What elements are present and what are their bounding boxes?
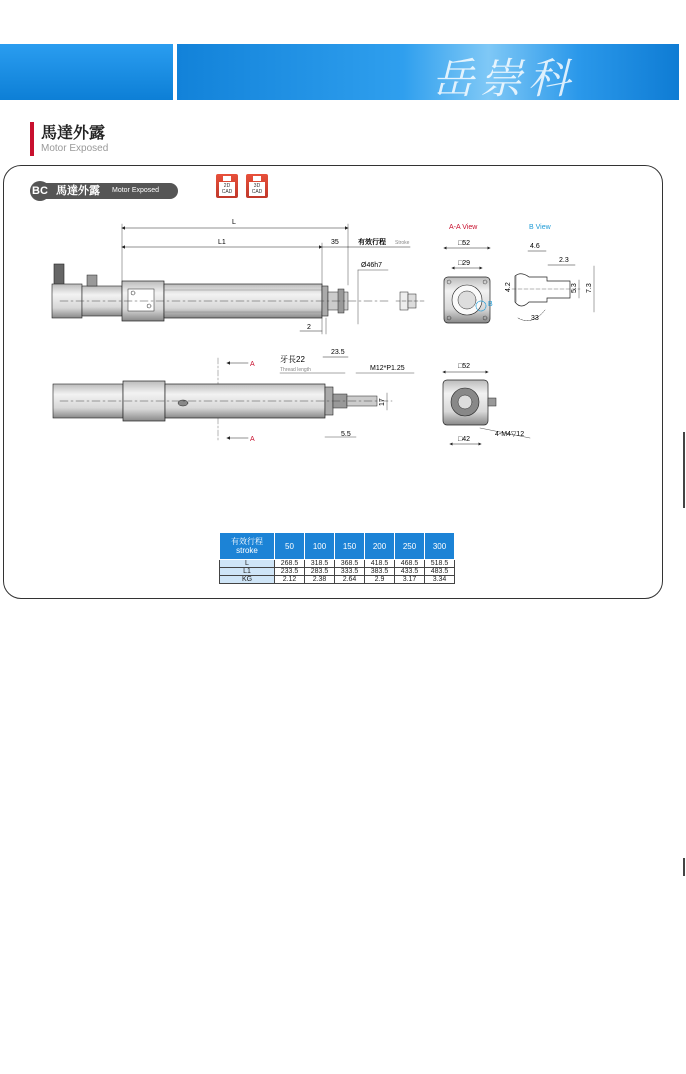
b-dim-5-3: 5.3 <box>571 283 578 293</box>
b-view <box>505 224 594 322</box>
end-sq42-label: □42 <box>458 436 471 443</box>
table-cell: 383.5 <box>365 568 395 576</box>
top-view <box>52 219 424 334</box>
cad-icon-line1: 2D <box>223 183 231 189</box>
table-cell: 283.5 <box>305 568 335 576</box>
cad-icon-tab <box>253 176 261 181</box>
table-cell: 3.17 <box>395 576 425 584</box>
thread-spec-label: M12*P1.25 <box>370 365 405 372</box>
table-cell: 433.5 <box>395 568 425 576</box>
shaft-diameter-label: Ø46h7 <box>361 262 383 269</box>
table-cell: 483.5 <box>425 568 455 576</box>
end-view <box>443 363 530 444</box>
table-row <box>220 568 455 576</box>
stroke-header-zh: 有效行程 <box>231 537 263 546</box>
section-title-accent-bar <box>30 122 34 156</box>
row-label: KG <box>220 576 275 584</box>
brand-logo: 岳崇科 <box>432 54 577 103</box>
stroke-col-header: 200 <box>365 533 395 560</box>
dim-5-5: 5.5 <box>341 431 351 438</box>
dim-L1-label: L1 <box>218 239 226 246</box>
table-cell: 268.5 <box>275 560 305 568</box>
table-cell: 518.5 <box>425 560 455 568</box>
page-edge-mark <box>683 432 685 508</box>
stroke-label: 有效行程 <box>358 239 386 246</box>
spec-table <box>219 532 455 584</box>
table-cell: 2.9 <box>365 576 395 584</box>
row-label: L <box>220 560 275 568</box>
thread-length-label-en: Thread length <box>280 367 311 373</box>
table-cell: 2.12 <box>275 576 305 584</box>
aa-b-marker: B <box>488 301 493 308</box>
side-view <box>53 349 414 443</box>
end-sq52-label: □52 <box>458 363 471 370</box>
stroke-label-en: Stroke <box>395 240 410 246</box>
b-dim-4-2: 4.2 <box>505 282 512 292</box>
spec-table-header-row <box>220 533 455 560</box>
aa-sq29-label: □29 <box>458 260 471 267</box>
end-holes-label: 4-M4▽12 <box>495 431 525 438</box>
row-label: L1 <box>220 568 275 576</box>
section-a-top: A <box>250 361 255 368</box>
spec-table-header-label <box>220 533 275 560</box>
table-cell: 233.5 <box>275 568 305 576</box>
cad-icon-label <box>249 182 265 196</box>
section-subtitle: Motor Exposed <box>41 143 109 154</box>
b-dim-2-3: 2.3 <box>559 257 569 264</box>
section-title: 馬達外露 <box>41 125 106 142</box>
thread-length-label: 牙長22 <box>280 355 305 364</box>
dim-L-label: L <box>232 219 236 226</box>
section-a-bottom: A <box>250 436 255 443</box>
stroke-col-header: 50 <box>275 533 305 560</box>
3d-cad-icon[interactable] <box>246 174 268 198</box>
aa-sq52-label: □52 <box>458 240 471 247</box>
cad-icon-line2: CAD <box>251 189 263 195</box>
table-row <box>220 560 455 568</box>
dim-17: 17 <box>379 398 386 406</box>
cad-icon-line1: 3D <box>253 183 261 189</box>
stroke-col-header: 100 <box>305 533 335 560</box>
stroke-col-header: 300 <box>425 533 455 560</box>
cad-icon-line2: CAD <box>221 189 233 195</box>
2d-cad-icon[interactable] <box>216 174 238 198</box>
table-cell: 318.5 <box>305 560 335 568</box>
variant-tag <box>30 181 180 199</box>
technical-drawing <box>0 200 686 460</box>
stroke-col-header: 150 <box>335 533 365 560</box>
variant-name-en: Motor Exposed <box>112 187 160 194</box>
dim-2-label: 2 <box>307 324 311 331</box>
aa-view-title: A-A View <box>449 224 478 231</box>
b-view-title: B View <box>529 224 551 231</box>
page-edge-mark <box>683 858 685 876</box>
cad-icon-tab <box>223 176 231 181</box>
table-cell: 333.5 <box>335 568 365 576</box>
table-row <box>220 576 455 584</box>
table-cell: 368.5 <box>335 560 365 568</box>
table-cell: 2.64 <box>335 576 365 584</box>
stroke-col-header: 250 <box>395 533 425 560</box>
dim-23-5: 23.5 <box>331 349 345 356</box>
table-cell: 3.34 <box>425 576 455 584</box>
variant-name: 馬達外露 <box>56 185 100 197</box>
b-dim-33: 33 <box>531 315 539 322</box>
b-dim-4-6: 4.6 <box>530 243 540 250</box>
dim-35-label: 35 <box>331 239 339 246</box>
cad-icon-label <box>219 182 235 196</box>
stroke-header-en: stroke <box>236 546 258 555</box>
table-cell: 468.5 <box>395 560 425 568</box>
variant-pill <box>44 183 178 199</box>
header-banner-right <box>177 44 679 100</box>
b-dim-7-3: 7.3 <box>586 283 593 293</box>
table-cell: 418.5 <box>365 560 395 568</box>
table-cell: 2.38 <box>305 576 335 584</box>
header-banner-left <box>0 44 173 100</box>
variant-code-badge: BC <box>30 181 50 201</box>
aa-view <box>444 224 493 323</box>
